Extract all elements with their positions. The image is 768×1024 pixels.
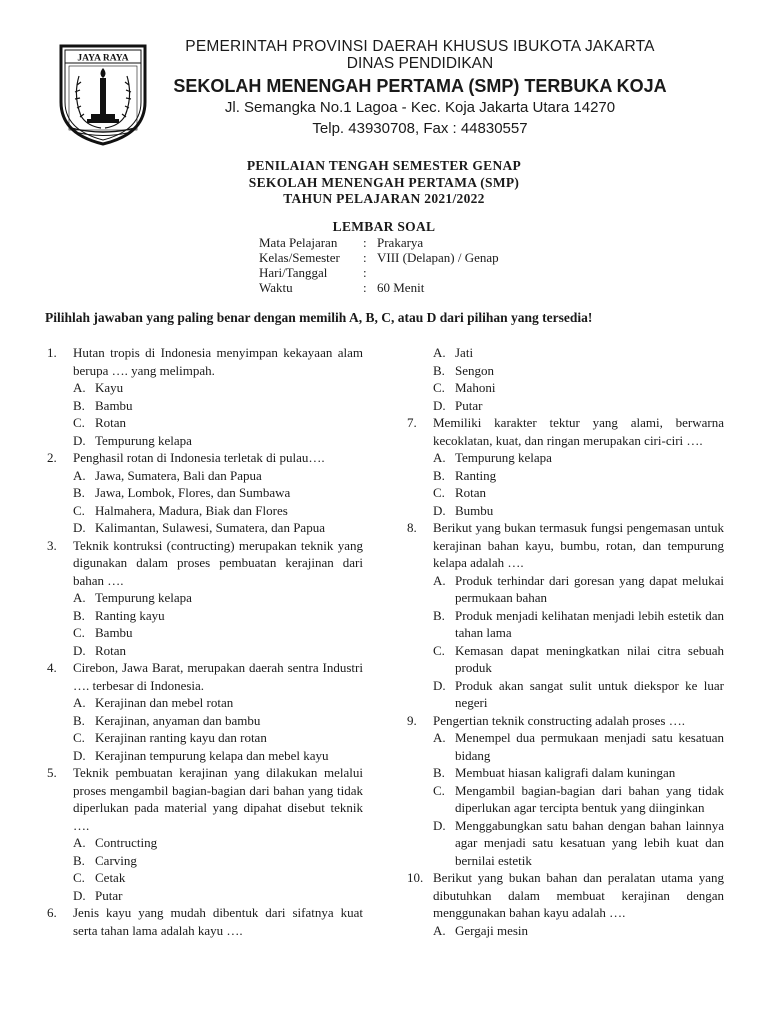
answer-option xyxy=(407,344,724,362)
answer-option xyxy=(407,362,724,380)
info-key: Hari/Tanggal xyxy=(259,265,328,280)
question-text: Teknik pembuatan kerajinan yang dilakukan melalui proses mengambil bagian-bagian dari bahan yang tidak diperlukan pada material yang dipahat disebut teknik …. xyxy=(73,765,363,833)
question-number: 4. xyxy=(47,660,57,675)
option-letter: A. xyxy=(73,835,86,850)
option-letter: C. xyxy=(73,625,85,640)
option-letter: B. xyxy=(73,607,85,623)
info-row xyxy=(259,280,499,295)
option-letter: B. xyxy=(433,362,445,378)
option-letter: C. xyxy=(433,782,445,798)
answer-option xyxy=(47,834,363,852)
option-text: Halmahera, Madura, Biak dan Flores xyxy=(95,502,288,518)
answer-option xyxy=(407,502,724,520)
option-letter: A. xyxy=(433,572,446,588)
option-letter: A. xyxy=(433,345,446,360)
question-text: Cirebon, Jawa Barat, merupakan daerah sentra Industri …. terbesar di Indonesia. xyxy=(73,660,363,693)
option-text: Produk menjadi kelihatan menjadi lebih estetik dan tahan lama xyxy=(455,607,724,640)
option-text: Produk terhindar dari goresan yang dapat melukai permukaan bahan xyxy=(455,572,724,605)
answer-option xyxy=(47,869,363,887)
answer-option xyxy=(407,467,724,485)
option-letter: B. xyxy=(433,765,445,780)
info-row xyxy=(259,235,499,250)
answer-option xyxy=(47,432,363,450)
option-text: Kemasan dapat meningkatkan nilai citra sebuah produk xyxy=(455,642,724,675)
option-letter: A. xyxy=(73,590,86,605)
option-text: Membuat hiasan kaligrafi dalam kuningan xyxy=(455,765,676,780)
option-letter: D. xyxy=(433,677,446,693)
question-number: 10. xyxy=(407,870,424,885)
option-text: Bambu xyxy=(95,625,133,640)
option-text: Bambu xyxy=(95,397,133,413)
option-letter: A. xyxy=(73,695,86,710)
question-item xyxy=(407,869,724,922)
title-line-3: TAHUN PELAJARAN 2021/2022 xyxy=(283,191,485,206)
instruction-text: Pilihlah jawaban yang paling benar dengan memilih A, B, C, atau D dari pilihan yang tersedia! xyxy=(45,310,593,325)
answer-option xyxy=(407,484,724,502)
question-text: Berikut yang bukan termasuk fungsi pengemasan untuk kerajinan bahan kayu, bumbu, rotan, dan tempurung kelapa adalah …. xyxy=(433,520,724,570)
option-text: Cetak xyxy=(95,870,126,885)
question-number: 5. xyxy=(47,765,57,780)
option-letter: D. xyxy=(433,397,446,413)
school-address: Jl. Semangka No.1 Lagoa - Kec. Koja Jakarta Utara 14270 xyxy=(224,99,616,116)
option-text: Menggabungkan satu bahan dengan bahan lainnya agar menjadi satu kesatuan yang lebih kuat dan bernilai estetik xyxy=(455,817,724,868)
option-text: Contructing xyxy=(95,835,158,850)
info-sep: : xyxy=(363,250,367,265)
question-text: Jenis kayu yang mudah dibentuk dari sifatnya kuat serta tahan lama adalah kayu …. xyxy=(73,905,363,938)
answer-option xyxy=(407,607,724,642)
info-row xyxy=(259,250,499,265)
question-column-left xyxy=(47,344,363,939)
option-letter: D. xyxy=(73,642,86,658)
option-text: Putar xyxy=(95,887,123,903)
question-text: Penghasil rotan di Indonesia terletak di pulau…. xyxy=(73,450,325,465)
answer-option xyxy=(407,764,724,782)
answer-option xyxy=(407,449,724,467)
info-sep: : xyxy=(363,235,367,250)
answer-option xyxy=(407,572,724,607)
answer-option xyxy=(407,642,724,677)
title-line-1: PENILAIAN TENGAH SEMESTER GENAP xyxy=(246,158,522,173)
question-number: 6. xyxy=(47,905,57,920)
question-item xyxy=(47,904,363,939)
question-number: 1. xyxy=(47,345,57,360)
option-letter: B. xyxy=(73,485,85,500)
option-letter: A. xyxy=(73,467,86,483)
option-letter: B. xyxy=(433,467,445,483)
answer-option xyxy=(407,817,724,870)
option-text: Kayu xyxy=(95,380,124,395)
answer-option xyxy=(47,607,363,625)
answer-option xyxy=(407,729,724,764)
exam-info xyxy=(259,235,499,295)
question-item xyxy=(47,764,363,834)
question-number: 7. xyxy=(407,415,417,430)
answer-option xyxy=(47,589,363,607)
option-letter: D. xyxy=(433,502,446,518)
option-text: Sengon xyxy=(455,362,494,378)
answer-option xyxy=(407,922,724,940)
question-number: 8. xyxy=(407,520,417,535)
info-key: Waktu xyxy=(259,280,293,295)
option-text: Kerajinan tempurung kelapa dan mebel kayu xyxy=(95,747,329,763)
department-line: DINAS PENDIDIKAN xyxy=(346,55,494,72)
option-letter: C. xyxy=(73,415,85,430)
option-text: Rotan xyxy=(95,642,127,658)
option-text: Tempurung kelapa xyxy=(95,590,192,605)
answer-option xyxy=(47,642,363,660)
answer-option xyxy=(47,747,363,765)
question-item xyxy=(407,519,724,572)
answer-option xyxy=(47,712,363,730)
info-sep: : xyxy=(363,265,367,280)
option-letter: C. xyxy=(73,730,85,745)
jaya-raya-emblem-icon xyxy=(57,42,149,146)
info-key: Mata Pelajaran xyxy=(259,235,338,250)
option-letter: B. xyxy=(73,397,85,413)
answer-option xyxy=(407,677,724,712)
option-text: Bumbu xyxy=(455,502,494,518)
option-letter: A. xyxy=(433,922,446,938)
answer-option xyxy=(47,624,363,642)
school-name: SEKOLAH MENENGAH PERTAMA (SMP) TERBUKA KOJA xyxy=(173,76,667,96)
question-item xyxy=(407,712,724,730)
option-text: Jawa, Lombok, Flores, dan Sumbawa xyxy=(95,485,291,500)
question-item xyxy=(47,449,363,467)
option-text: Mengambil bagian-bagian dari bahan yang tidak diperlukan agar tercipta bentuk yang diinginkan xyxy=(455,782,724,815)
option-letter: B. xyxy=(433,607,445,623)
question-text: Memiliki karakter tektur yang alami, berwarna kecoklatan, kuat, dan ringan merupakan ciri-ciri …. xyxy=(433,415,724,448)
answer-option xyxy=(407,782,724,817)
answer-option xyxy=(47,502,363,520)
option-letter: A. xyxy=(73,380,86,395)
question-item xyxy=(47,537,363,590)
answer-option xyxy=(47,484,363,502)
gov-line: PEMERINTAH PROVINSI DAERAH KHUSUS IBUKOTA JAKARTA xyxy=(185,38,655,55)
option-text: Rotan xyxy=(455,485,487,500)
answer-option xyxy=(47,887,363,905)
exam-title xyxy=(0,158,768,208)
option-text: Jawa, Sumatera, Bali dan Papua xyxy=(95,467,262,483)
option-letter: D. xyxy=(73,432,86,448)
option-text: Kerajinan, anyaman dan bambu xyxy=(95,712,261,728)
option-text: Tempurung kelapa xyxy=(455,450,552,465)
option-letter: C. xyxy=(73,870,85,885)
option-letter: B. xyxy=(73,852,85,868)
option-text: Menempel dua permukaan menjadi satu kesatuan bidang xyxy=(455,730,724,763)
answer-option xyxy=(47,397,363,415)
option-text: Jati xyxy=(455,345,474,360)
answer-option xyxy=(47,729,363,747)
option-letter: A. xyxy=(433,730,446,745)
question-item xyxy=(407,414,724,449)
title-line-2: SEKOLAH MENENGAH PERTAMA (SMP) xyxy=(248,174,520,190)
answer-option xyxy=(47,519,363,537)
option-text: Carving xyxy=(95,852,137,868)
question-column-right xyxy=(407,344,724,939)
question-text: Berikut yang bukan bahan dan peralatan utama yang dibutuhkan dalam membuat kerajinan dengan menggunakan bahan kayu adalah …. xyxy=(433,870,724,920)
info-value: VIII (Delapan) / Genap xyxy=(377,250,499,265)
info-value: Prakarya xyxy=(377,235,424,250)
option-text: Tempurung kelapa xyxy=(95,432,192,448)
option-letter: C. xyxy=(73,502,85,518)
option-letter: D. xyxy=(73,747,86,763)
sheet-title: LEMBAR SOAL xyxy=(332,219,436,234)
info-key: Kelas/Semester xyxy=(259,250,340,265)
option-letter: B. xyxy=(73,712,85,728)
option-text: Gergaji mesin xyxy=(455,922,529,938)
question-item xyxy=(47,344,363,379)
question-number: 9. xyxy=(407,712,417,728)
option-text: Produk akan sangat sulit untuk diekspor ke luar negeri xyxy=(455,677,724,710)
option-text: Mahoni xyxy=(455,380,496,395)
answer-option xyxy=(407,379,724,397)
letterhead xyxy=(150,38,690,139)
logo-text: JAYA RAYA xyxy=(77,53,129,64)
school-phone: Telp. 43930708, Fax : 44830557 xyxy=(312,120,528,137)
question-text: Pengertian teknik constructing adalah proses …. xyxy=(433,712,685,728)
answer-option xyxy=(47,694,363,712)
option-text: Kerajinan ranting kayu dan rotan xyxy=(95,730,267,745)
question-text: Hutan tropis di Indonesia menyimpan kekayaan alam berupa …. yang melimpah. xyxy=(73,345,363,378)
info-sep: : xyxy=(363,280,367,295)
option-text: Putar xyxy=(455,397,483,413)
answer-option xyxy=(407,397,724,415)
answer-option xyxy=(47,467,363,485)
option-letter: C. xyxy=(433,380,445,395)
option-text: Rotan xyxy=(95,415,127,430)
option-text: Ranting xyxy=(455,467,497,483)
info-value: 60 Menit xyxy=(377,280,425,295)
option-text: Ranting kayu xyxy=(95,607,165,623)
option-letter: C. xyxy=(433,485,445,500)
option-letter: D. xyxy=(73,520,86,535)
option-letter: A. xyxy=(433,450,446,465)
question-number: 2. xyxy=(47,450,57,465)
answer-option xyxy=(47,414,363,432)
answer-option xyxy=(47,852,363,870)
info-row xyxy=(259,265,499,280)
option-letter: C. xyxy=(433,642,445,658)
option-letter: D. xyxy=(73,887,86,903)
question-number: 3. xyxy=(47,537,57,553)
option-text: Kalimantan, Sulawesi, Sumatera, dan Papua xyxy=(95,520,325,535)
question-item xyxy=(47,659,363,694)
option-letter: D. xyxy=(433,817,446,833)
option-text: Kerajinan dan mebel rotan xyxy=(95,695,234,710)
answer-option xyxy=(47,379,363,397)
question-text: Teknik kontruksi (contructing) merupakan teknik yang digunakan dalam proses pembuatan kerajinan dari bahan …. xyxy=(73,537,363,588)
